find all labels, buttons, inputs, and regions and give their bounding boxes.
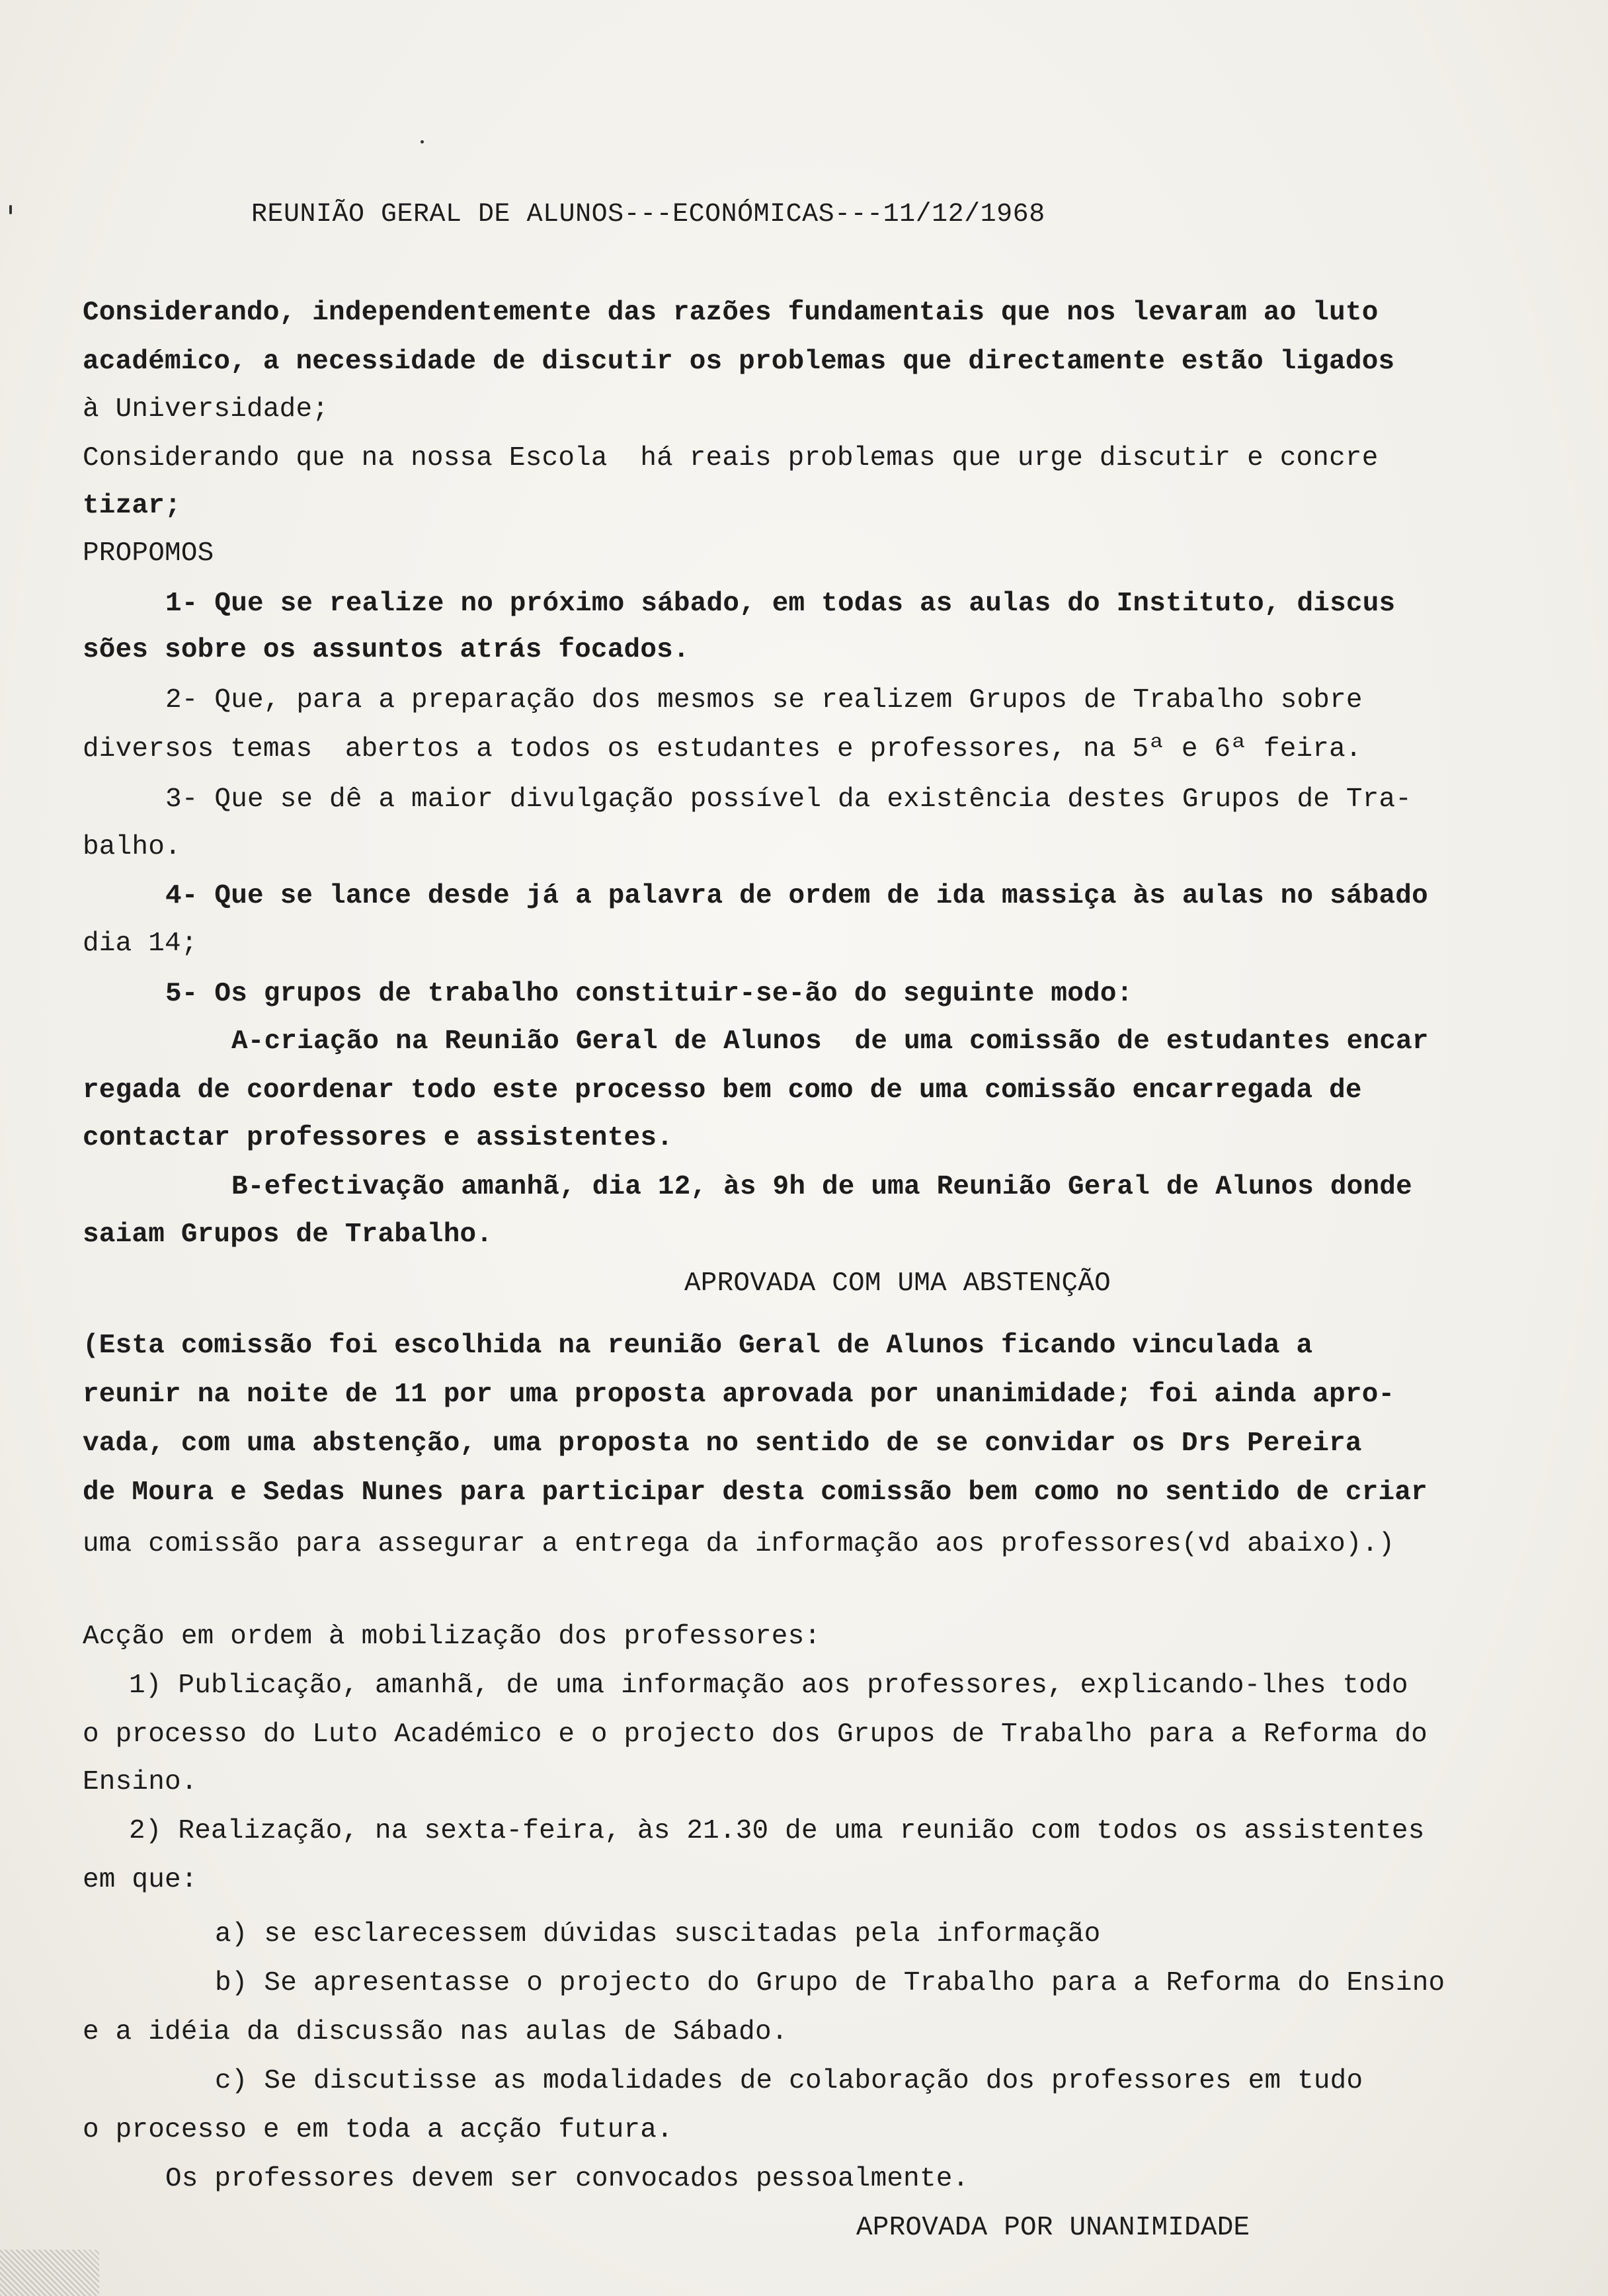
scan-artifact — [0, 2250, 99, 2296]
approval-stamp: APROVADA COM UMA ABSTENÇÃO — [684, 1268, 1111, 1299]
proposal-line: diversos temas abertos a todos os estudantes e professores, na 5ª e 6ª feira. — [83, 734, 1362, 764]
proposal-line: A-criação na Reunião Geral de Alunos de uma comissão de estudantes encar — [231, 1026, 1429, 1057]
action-heading: Acção em ordem à mobilização dos professores: — [83, 1621, 821, 1652]
scan-speck — [9, 205, 12, 214]
proposal-line: 3- Que se dê a maior divulgação possível da existência destes Grupos de Tra- — [165, 784, 1412, 815]
proposal-line: contactar professores e assistentes. — [83, 1123, 673, 1153]
considerando-line: tizar; — [83, 491, 181, 521]
proposal-line: B-efectivação amanhã, dia 12, às 9h de uma Reunião Geral de Alunos donde — [231, 1172, 1412, 1202]
action-line: o processo e em toda a acção futura. — [83, 2115, 673, 2145]
proposal-line: dia 14; — [83, 928, 198, 959]
action-line: 2) Realização, na sexta-feira, às 21.30 de uma reunião com todos os assistentes — [129, 1816, 1425, 1846]
action-line: em que: — [83, 1865, 198, 1895]
action-line: Os professores devem ser convocados pessoalmente. — [165, 2164, 969, 2194]
commission-note-line: de Moura e Sedas Nunes para participar desta comissão bem como no sentido de criar — [83, 1477, 1427, 1508]
commission-note-line: reunir na noite de 11 por uma proposta aprovada por unanimidade; foi ainda apro- — [83, 1379, 1395, 1410]
proposal-line: saiam Grupos de Trabalho. — [83, 1219, 493, 1250]
commission-note-line: uma comissão para assegurar a entrega da informação aos professores(vd abaixo).) — [83, 1529, 1395, 1559]
action-line: Ensino. — [83, 1767, 198, 1797]
proposal-line: balho. — [83, 832, 181, 862]
proposal-line: 2- Que, para a preparação dos mesmos se realizem Grupos de Trabalho sobre — [165, 685, 1363, 716]
commission-note-line: vada, com uma abstenção, uma proposta no sentido de se convidar os Drs Pereira — [83, 1428, 1362, 1459]
propomos-label: PROPOMOS — [83, 538, 214, 569]
action-line: a) se esclarecessem dúvidas suscitadas pela informação — [215, 1919, 1101, 1949]
proposal-line: regada de coordenar todo este processo bem como de uma comissão encarregada de — [83, 1075, 1362, 1106]
proposal-line: sões sobre os assuntos atrás focados. — [83, 635, 690, 665]
considerando-line: Considerando, independentemente das razões fundamentais que nos levaram ao luto — [83, 298, 1379, 328]
action-line: o processo do Luto Académico e o projecto dos Grupos de Trabalho para a Reforma do — [83, 1719, 1427, 1750]
action-line: 1) Publicação, amanhã, de uma informação aos professores, explicando-lhes todo — [129, 1670, 1408, 1701]
considerando-line: Considerando que na nossa Escola há reais problemas que urge discutir e concre — [83, 443, 1379, 473]
considerando-line: à Universidade; — [83, 394, 329, 425]
scan-speck — [421, 140, 424, 144]
action-line: b) Se apresentasse o projecto do Grupo de Trabalho para a Reforma do Ensino — [215, 1968, 1445, 1998]
commission-note-line: (Esta comissão foi escolhida na reunião Geral de Alunos ficando vinculada a — [83, 1331, 1313, 1361]
proposal-line: 5- Os grupos de trabalho constituir-se-ão do seguinte modo: — [165, 979, 1133, 1009]
proposal-line: 4- Que se lance desde já a palavra de ordem de ida massiça às aulas no sábado — [165, 881, 1428, 911]
approval-stamp: APROVADA POR UNANIMIDADE — [856, 2213, 1250, 2243]
document-title: REUNIÃO GERAL DE ALUNOS---ECONÓMICAS---11/12/1968 — [251, 200, 1045, 229]
action-line: c) Se discutisse as modalidades de colaboração dos professores em tudo — [215, 2066, 1363, 2096]
proposal-line: 1- Que se realize no próximo sábado, em todas as aulas do Instituto, discus — [165, 589, 1396, 619]
considerando-line: académico, a necessidade de discutir os problemas que directamente estão ligados — [83, 347, 1395, 377]
action-line: e a idéia da discussão nas aulas de Sábado. — [83, 2017, 788, 2047]
